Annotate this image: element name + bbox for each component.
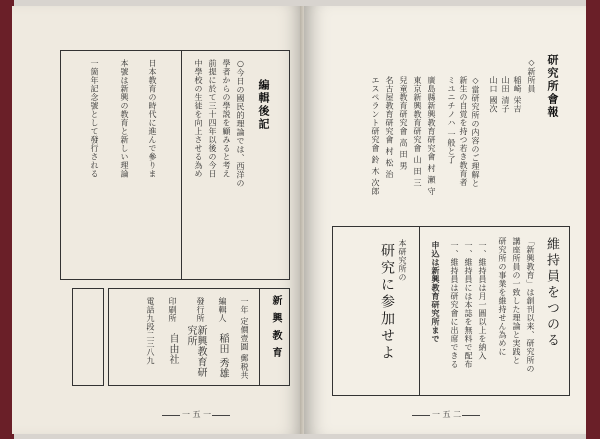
- editorial-column: 前提に於て三十四年以後の今日: [208, 59, 217, 178]
- editorial-column: ○今日の國民的理論では、西洋の: [236, 59, 245, 188]
- page-number: 一 五 二: [432, 410, 462, 419]
- recruit-box: [332, 226, 570, 396]
- imprint-printer: 自由社: [167, 333, 178, 365]
- recruit-paragraph: 一、維持員は研究會に出席できる: [450, 241, 459, 369]
- circle-entry: 東京新興教育研究會 山 田 三: [413, 76, 422, 188]
- note-box: [72, 288, 104, 386]
- editorial-column: 學者からの學説を顧みると考え: [222, 59, 231, 178]
- members-notice: ◇當研究所の内容のご理解と: [471, 76, 480, 188]
- circle-entry: 廣島縣新興教育研究會 村 瀬 守: [427, 76, 436, 196]
- recruit-paragraph: 申込は新興教育研究所まで: [431, 241, 441, 343]
- members-notice: ミユニチノハ 一般と了: [447, 76, 456, 165]
- circle-entry: エスペラント研究會 鈴 木 次郎: [371, 76, 380, 196]
- recruit-title: 研究に参加せよ: [379, 243, 395, 362]
- imprint-price: 一年 定價壹圓 郵税共: [240, 297, 249, 380]
- members-title: 研究所會報: [546, 54, 559, 119]
- editorial-column: 本號は新興の教育と新しい理論: [120, 59, 129, 178]
- editorial-column: 中學校の生徒を向上させる為め: [194, 59, 203, 178]
- circle-entry: 兒童教育研究會 高 田 男: [399, 76, 408, 171]
- left-page: [12, 6, 304, 434]
- page-number: 一 五 一: [182, 410, 212, 419]
- member-name: 山口 國次: [489, 76, 498, 114]
- recruit-paragraph: 一、維持員は月一圓以上を納入: [478, 241, 487, 360]
- imprint-publisher: 新興教育研究所: [185, 325, 206, 378]
- imprint-editor-label: 編輯人: [218, 297, 227, 323]
- imprint-phone: 電話九段二三八九: [146, 297, 155, 365]
- imprint-print-label: 印刷所: [168, 297, 177, 323]
- recruit-heading: 維持員をつのる: [544, 237, 559, 349]
- editorial-box: [60, 50, 290, 280]
- member-name: 稲崎 栄吉: [513, 76, 522, 114]
- imprint-publisher-label: 發行所: [196, 297, 205, 323]
- right-page: [304, 6, 586, 434]
- members-heading: ◇新所員: [527, 58, 536, 93]
- members-notice: 新生の自覚を持つ若き教育者: [459, 76, 468, 187]
- editorial-column: 一箇年記念號として發行される: [90, 59, 99, 178]
- recruit-paragraph: 講座所員の一致した理論と実践と: [512, 237, 521, 365]
- recruit-sub: 本研究所の: [398, 239, 407, 282]
- member-name: 山田 清子: [501, 76, 510, 114]
- recruit-paragraph: 一、維持員には本誌を無料で配布: [464, 241, 473, 369]
- imprint-editor: 稲田 秀雄: [217, 333, 228, 379]
- editorial-title: 編輯後記: [257, 79, 270, 131]
- imprint-title: 新 興 教 育: [270, 295, 281, 360]
- imprint-box: [108, 288, 290, 386]
- book-cover-right-edge: [586, 0, 600, 439]
- circle-entry: 名古屋教育研究會 村 松 治: [385, 76, 394, 179]
- recruit-paragraph: 研究所の事業を維持せん為めに: [498, 237, 507, 356]
- editorial-column: 日本教育の時代に進んで參りま: [148, 59, 157, 178]
- recruit-paragraph: 「新興教育」は創刊以来、研究所の: [526, 237, 535, 373]
